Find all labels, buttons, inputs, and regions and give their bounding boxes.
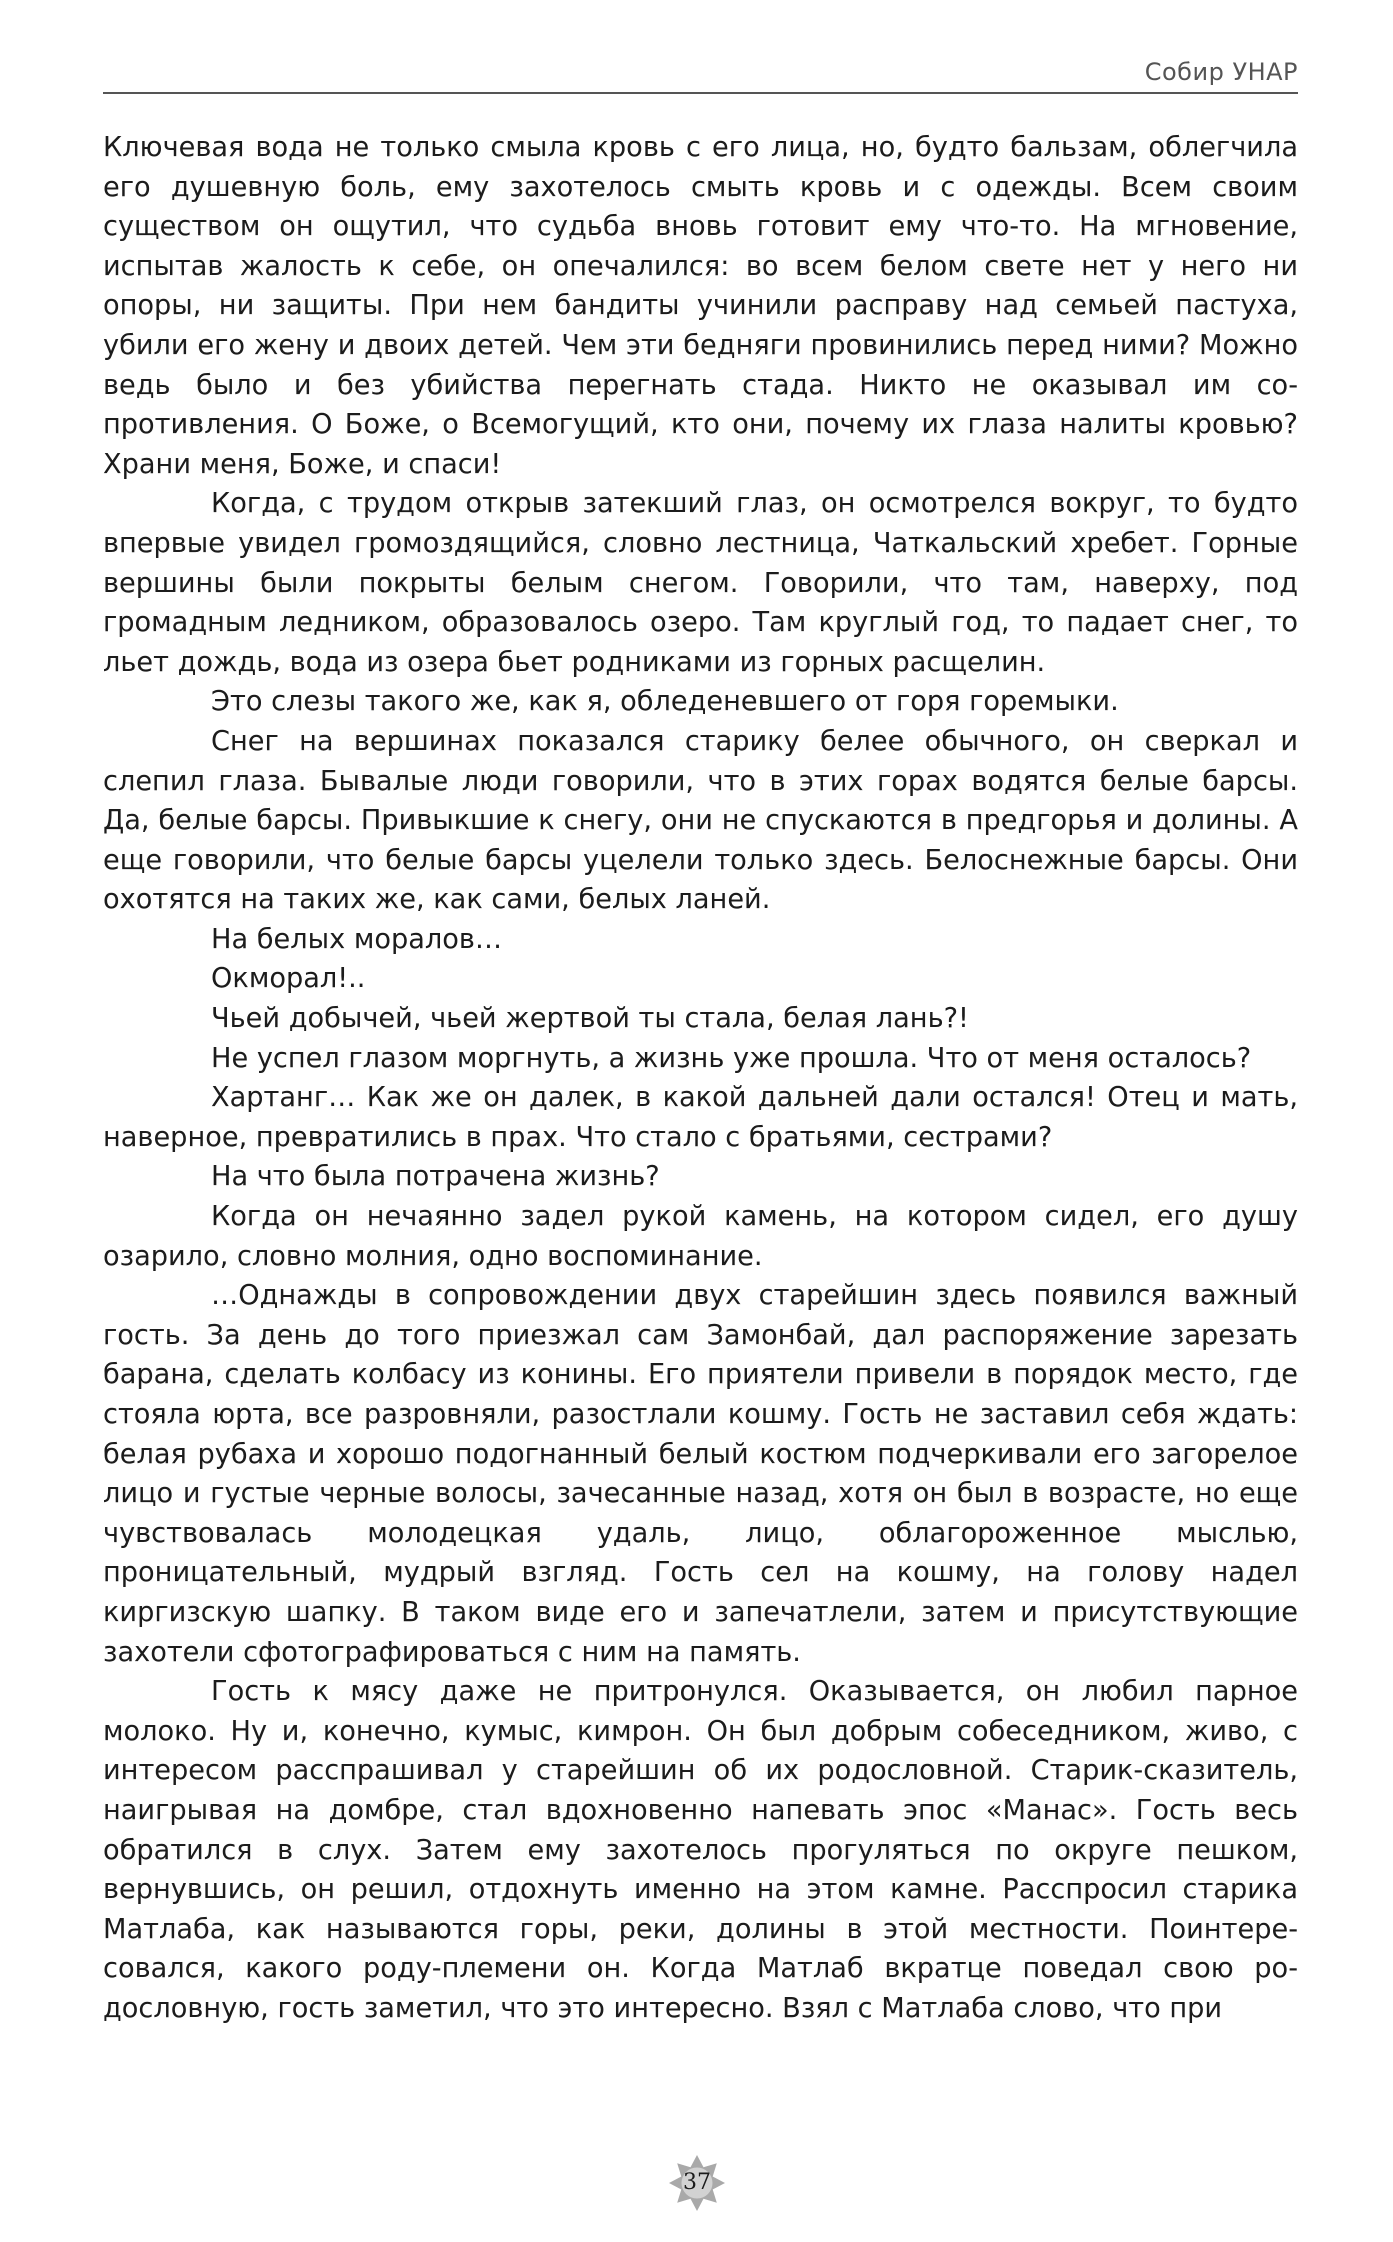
paragraph: Гость к мясу даже не притронулся. Оказывается, он любил парное молоко. Ну и, конечно, кумыс, кимрон. Он был добрым собеседником, живо, с интересом расспрашивал у старейшин об их родословной. Старик-сказитель, наигрывая на домбре, стал вдохновенно напевать эпос «Манас». Гость весь обратился в слух. Затем ему захотелось прогуляться по округе пешком, вернувшись, он решил, отдохнуть именно на этом камне. Расспросил старика Матлаба, как называются горы, реки, долины в этой местности. Поинтересовался, какого роду-племени он. Когда Матлаб вкратце поведал свою родословную, гость заметил, что это интересно. Взял с Матлаба слово, что при	[103, 1676, 1298, 2024]
paragraph: Снег на вершинах показался старику белее обычного, он сверкал и слепил глаза. Бывалые люди говорили, что в этих горах водятся белые барсы. Да, белые барсы. Привыкшие к снегу, они не спускаются в предгорья и долины. А еще говорили, что белые барсы уцелели только здесь. Белоснежные барсы. Они охотятся на таких же, как сами, белых ланей.	[103, 725, 1298, 916]
paragraph: Не успел глазом моргнуть, а жизнь уже прошла. Что от меня осталось?	[211, 1042, 1252, 1074]
paragraph: Хартанг… Как же он далек, в какой дальней дали остался! Отец и мать, наверное, превратились в прах. Что стало с братьями, сестрами?	[103, 1082, 1298, 1153]
body-text	[103, 128, 1298, 2029]
running-head: Собир УНАР	[1144, 58, 1298, 86]
paragraph: Когда он нечаянно задел рукой камень, на котором сидел, его душу озарило, словно молния, одно воспоминание.	[103, 1201, 1298, 1272]
paragraph: Ключевая вода не только смыла кровь с его лица, но, будто бальзам, облегчила его душевную боль, ему захотелось смыть кровь и с одежды. Всем своим существом он ощутил, что судьба вновь готовит ему что-то. На мгновение, испытав жалость к себе, он опечалился: во всем белом свете нет у него ни опоры, ни защиты. При нем бандиты учинили расправу над семьей пастуха, убили его жену и двоих детей. Чем эти бедняги провинились перед ними? Можно ведь было и без убийства перегнать стада. Никто не оказывал им сопротивления. О Боже, о Всемогущий, кто они, почему их глаза налиты кровью? Храни меня, Боже, и спаси!	[103, 132, 1298, 480]
paragraph: Окморал!..	[211, 963, 366, 995]
paragraph: Чьей добычей, чьей жертвой ты стала, белая лань?!	[211, 1003, 969, 1035]
paragraph: Когда, с трудом открыв затекший глаз, он осмотрелся вокруг, то будто впервые увидел громоздящийся, словно лестница, Чаткальский хребет. Горные вершины были покрыты белым снегом. Говорили, что там, наверху, под громадным ледником, образовалось озеро. Там круглый год, то падает снег, то льет дождь, вода из озера бьет родниками из горных расщелин.	[103, 488, 1298, 678]
paragraph: …Однажды в сопровождении двух старейшин здесь появился важный гость. За день до того приезжал сам Замонбай, дал распоряжение зарезать барана, сделать колбасу из конины. Его приятели привели в порядок место, где стояла юрта, все разровняли, разостлали кошму. Гость не заставил себя ждать: белая рубаха и хорошо подогнанный белый костюм подчеркивали его загорелое лицо и густые черные волосы, зачесанные назад, хотя он был в возрасте, но еще чувствовалась молодецкая удаль, лицо, облагороженное мыслью, проницательный, мудрый взгляд. Гость сел на кошму, на голову надел киргизскую шапку. В таком виде его и запечатлели, затем и присутствующие захотели сфотографироваться с ним на память.	[103, 1280, 1298, 1668]
page-number-badge	[669, 2155, 725, 2211]
page-number: 37	[683, 2170, 711, 2195]
paragraph: На что была потрачена жизнь?	[211, 1161, 660, 1193]
page-header	[103, 52, 1298, 96]
header-rule	[103, 92, 1298, 94]
paragraph: На белых моралов…	[211, 923, 503, 955]
paragraph: Это слезы такого же, как я, обледеневшего от горя горемыки.	[211, 686, 1119, 718]
